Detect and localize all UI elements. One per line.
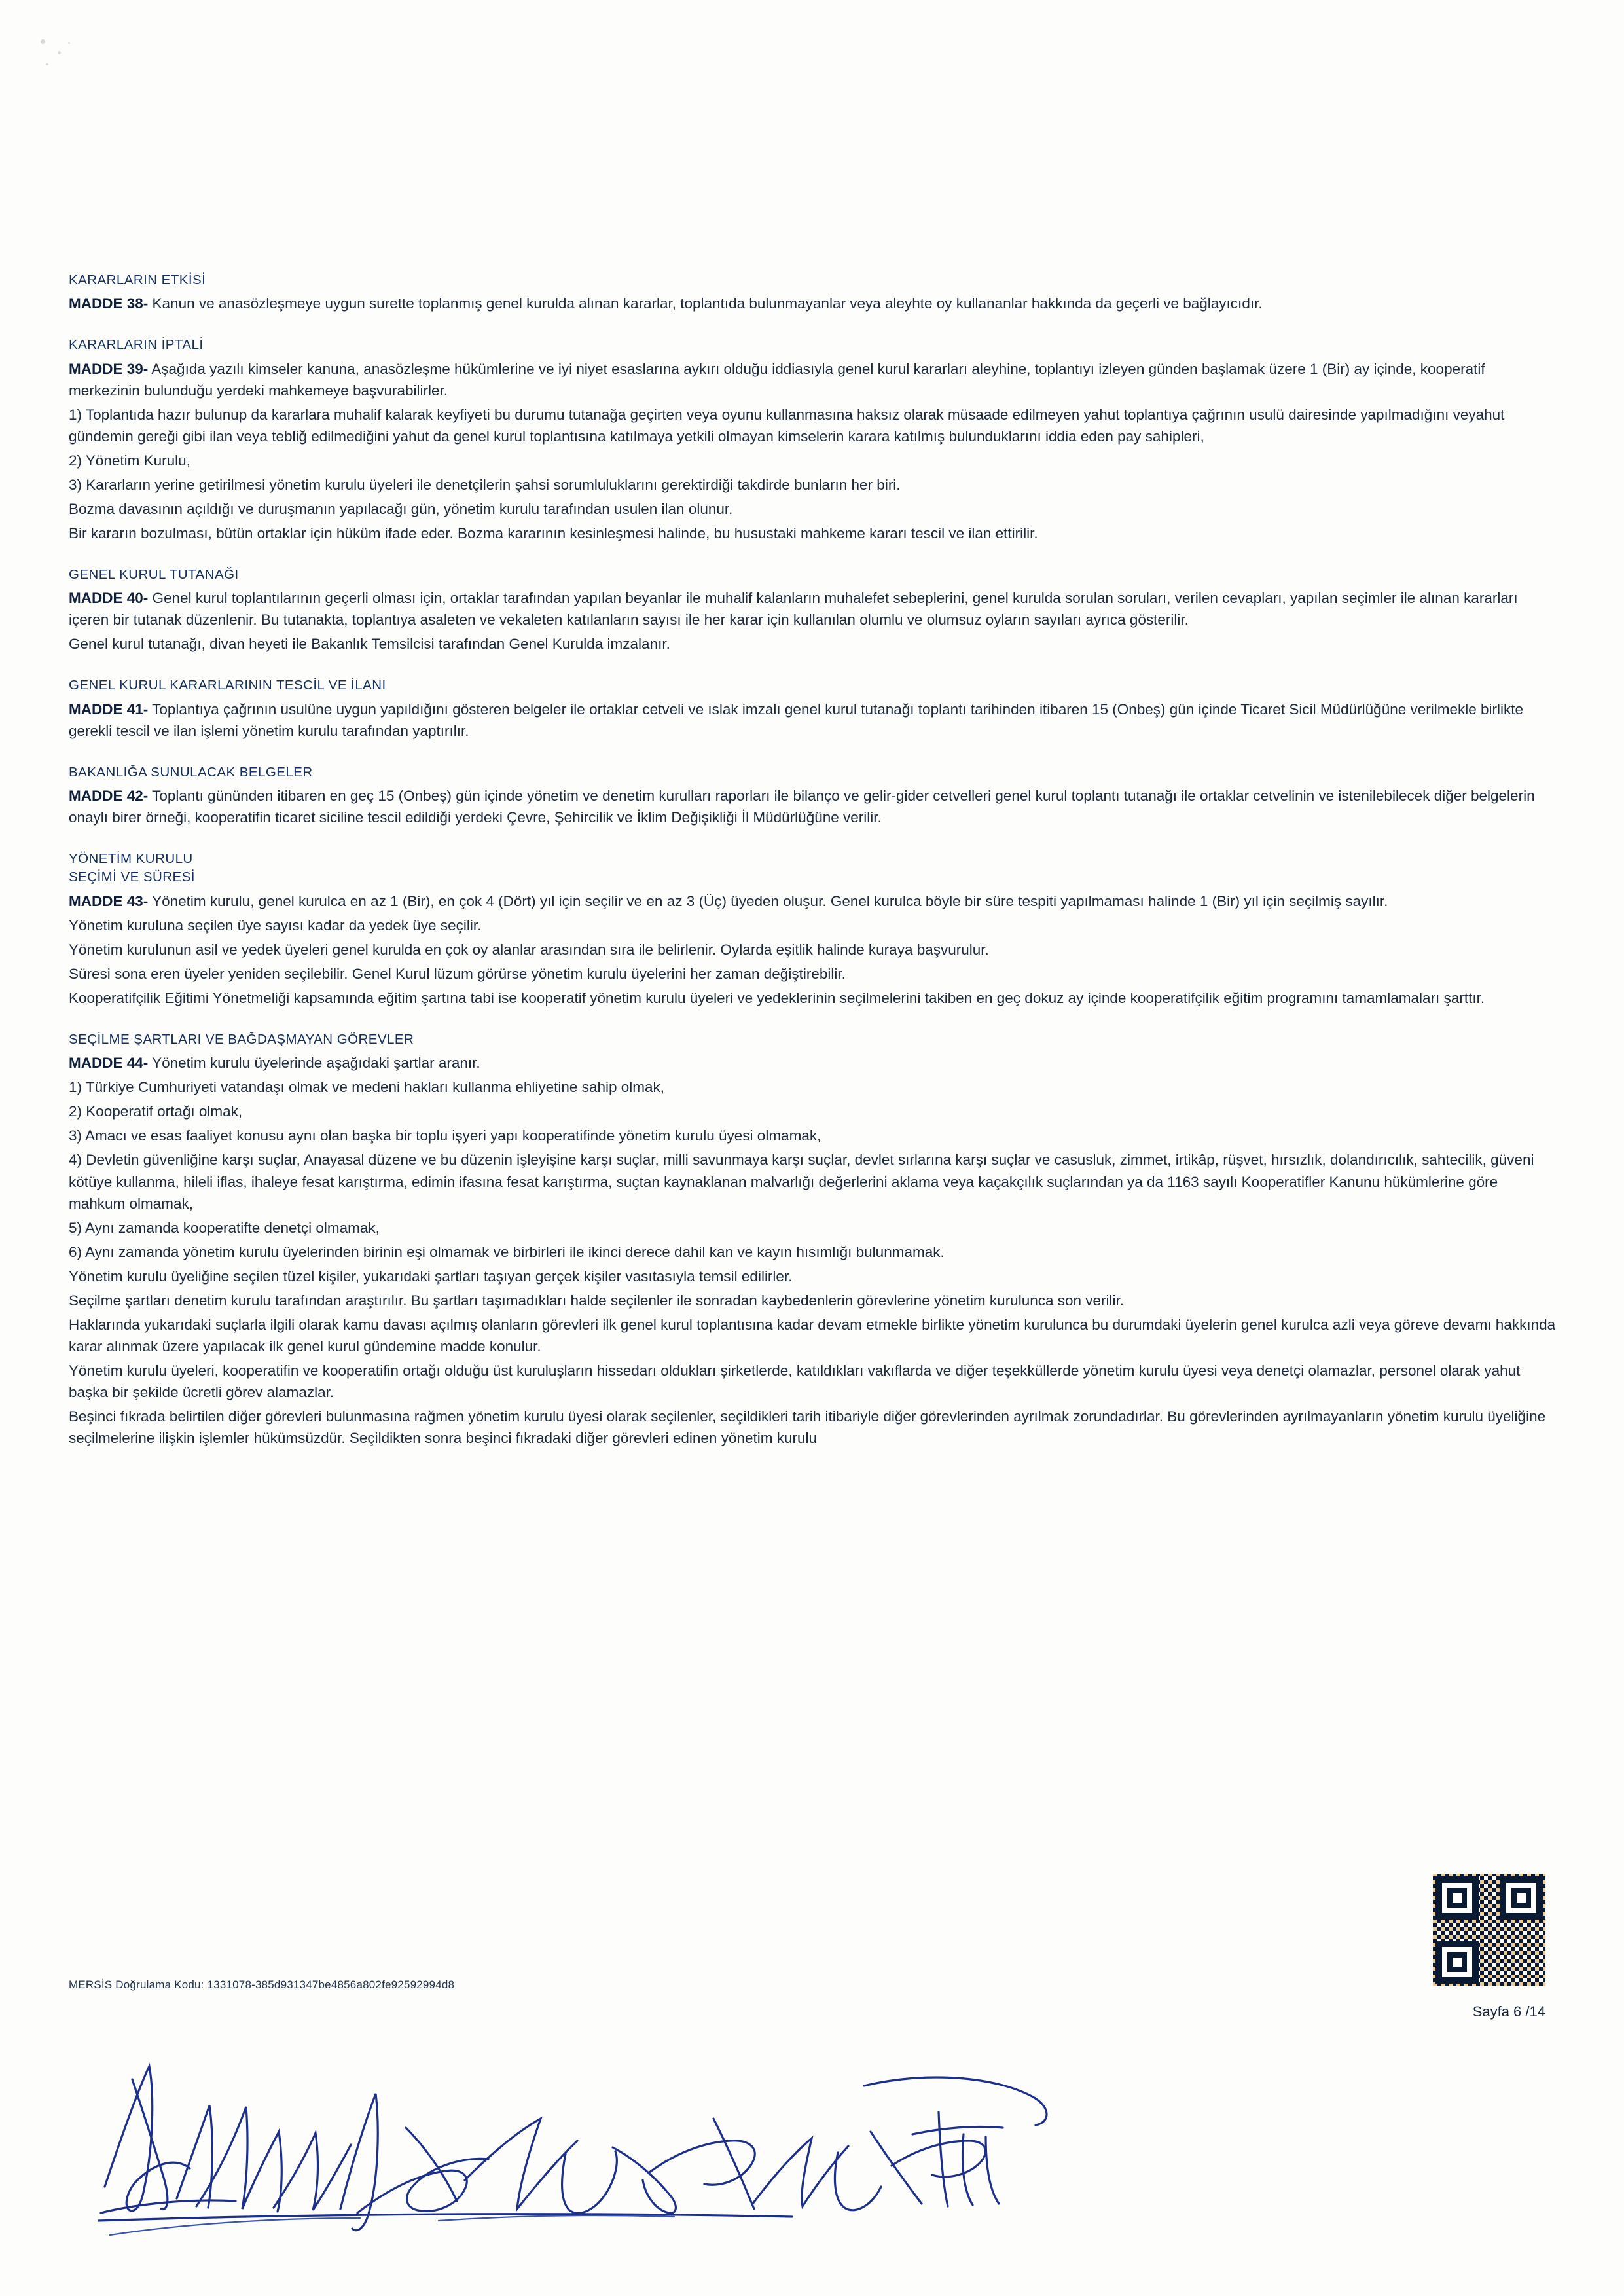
section-bakanliga-sunulacak-belgeler	[69, 764, 1558, 828]
section-subheading: SEÇİMİ VE SÜRESİ	[69, 869, 195, 885]
paragraph	[69, 890, 1558, 912]
section-heading: GENEL KURUL KARARLARININ TESCİL VE İLANI	[69, 678, 386, 693]
paragraph: Yönetim kurulu üyeleri, kooperatifin ve kooperatifin ortağı olduğu üst kuruluşların hissedarı oldukları şirketlerde, katıldıkları vakıflarda ve diğer teşekküllerde yönetim kurulu üyesi veya denetçi olamazlar, personel olarak yahut başka bir şekilde ücretli görev alamazlar.	[69, 1362, 1521, 1401]
article-number: MADDE 42-	[69, 788, 149, 805]
article-number: MADDE 43-	[69, 892, 149, 909]
article-number: MADDE 40-	[69, 590, 149, 607]
paragraph-text: Yönetim kurulu üyelerinde aşağıdaki şartlar aranır.	[148, 1055, 480, 1072]
section-secilme-sartlari	[69, 1031, 1558, 1449]
signature-area	[98, 2049, 1178, 2265]
paragraph: Süresi sona eren üyeler yeniden seçilebilir. Genel Kurul lüzum görürse yönetim kurulu üyelerini her zaman değiştirebilir.	[69, 965, 846, 982]
scan-artifact	[58, 51, 61, 54]
section-yonetim-kurulu-secimi	[69, 850, 1558, 1009]
paragraph-text: Yönetim kurulu, genel kurulca en az 1 (Bir), en çok 4 (Dört) yıl için seçilir ve en az 3 (Üç) üyeden oluşur. Genel kurulca böyle bir süre tespiti yapılmaması halinde 1 (Bir) yıl için seçilmiş sayılır.	[148, 892, 1388, 909]
section-heading: KARARLARIN İPTALİ	[69, 337, 204, 353]
section-tescil-ve-ilani	[69, 677, 1558, 741]
paragraph: Haklarında yukarıdaki suçlarla ilgili olarak kamu davası açılmış olanların görevleri ilk genel kurul toplantısına kadar devam etmekle birlikte yönetim kurulunca bu durumdaki üyelerin genel kurulca azli veya göreve devamı hakkında karar alınmak üzere yapılacak ilk genel kurul gündemine madde konulur.	[69, 1316, 1556, 1355]
paragraph: 2) Kooperatif ortağı olmak,	[69, 1103, 243, 1120]
article-number: MADDE 41-	[69, 701, 149, 718]
article-number: MADDE 38-	[69, 295, 149, 312]
paragraph: Bozma davasının açıldığı ve duruşmanın yapılacağı gün, yönetim kurulu tarafından usulen ilan olunur.	[69, 500, 733, 517]
qr-code	[1433, 1874, 1545, 1986]
paragraph	[69, 358, 1558, 401]
page-number: Sayfa 6 /14	[1472, 2003, 1545, 2020]
paragraph: 1) Türkiye Cumhuriyeti vatandaşı olmak ve medeni hakları kullanma ehliyetine sahip olmak,	[69, 1079, 665, 1096]
article-number: MADDE 44-	[69, 1055, 149, 1072]
scan-artifact	[68, 42, 70, 44]
paragraph-text: Genel kurul toplantılarının geçerli olması için, ortaklar tarafından yapılan beyanlar ile muhalif kalanların muhalefet sebeplerini, genel kurulda sorulan soruları, verilen cevapları, yapılan seçimler ile alınan kararları içeren bir tutanak düzenlenir. Bu tutanakta, toplantıya asaleten ve vekaleten katılanların sayısı ile her karar için kullanılan olumlu ve olumsuz oyların sayıları ayrıca gösterilir.	[69, 590, 1518, 629]
paragraph: Yönetim kurulu üyeliğine seçilen tüzel kişiler, yukarıdaki şartları taşıyan gerçek kişiler vasıtasıyla temsil edilirler.	[69, 1267, 793, 1285]
paragraph: 4) Devletin güvenliğine karşı suçlar, Anayasal düzene ve bu düzenin işleyişine karşı suçlar, milli savunmaya karşı suçlar, devlet sırlarına karşı suçlar ve casusluk, zimmet, irtikâp, rüşvet, hırsızlık, dolandırıcılık, sahtecilik, güveni kötüye kullanma, hileli iflas, ihaleye fesat karıştırma, edimin ifasına fesat karıştırma, suçtan kaynaklanan malvarlığı değerlerini aklama veya kaçakçılık suçlarından ya da 1163 sayılı Kooperatifler Kanunu hükümlerine göre mahkum olmamak,	[69, 1152, 1534, 1212]
paragraph-text: Toplantı gününden itibaren en geç 15 (Onbeş) gün içinde yönetim ve denetim kurulları raporları ile bilanço ve gelir-gider cetvelleri genel kurul toplantı tutanağı ile ortaklar cetvelinin ve istenilebilecek diğer belgelerin onaylı birer örneği, kooperatifin ticaret siciline tescil edildiği yerdeki Çevre, Şehircilik ve İklim Değişikliği İl Müdürlüğüne verilir.	[69, 788, 1535, 826]
paragraph: 3) Amacı ve esas faaliyet konusu aynı olan başka bir toplu işyeri yapı kooperatifinde yönetim kurulu üyesi olmamak,	[69, 1127, 821, 1144]
paragraph: 3) Kararların yerine getirilmesi yönetim kurulu üyeleri ile denetçilerin şahsi sorumluluklarını gerektirdiği takdirde bunların her biri.	[69, 476, 901, 493]
paragraph: Kooperatifçilik Eğitimi Yönetmeliği kapsamında eğitim şartına tabi ise kooperatif yönetim kurulu üyeleri ve yedeklerinin seçilmelerini takiben en geç dokuz ay içinde kooperatifçilik eğitim programını tamamlamaları şarttır.	[69, 989, 1485, 1006]
paragraph	[69, 785, 1558, 828]
section-heading: GENEL KURUL TUTANAĞI	[69, 567, 239, 583]
paragraph-text: Aşağıda yazılı kimseler kanuna, anasözleşme hükümlerine ve iyi niyet esaslarına aykırı olduğu iddiasıyla genel kurul kararları aleyhine, toplantıyı izleyen günden başlamak üzere 1 (Bir) ay içinde, kooperatif merkezinin bulunduğu yerdeki mahkemeye başvurabilirler.	[69, 360, 1485, 399]
paragraph-text: Toplantıya çağrının usulüne uygun yapıldığını gösteren belgeler ile ortaklar cetveli ve ıslak imzalı genel kurul tutanağı toplantı tarihinden itibaren 15 (Onbeş) gün içinde Ticaret Sicil Müdürlüğüne verilmekle birlikte gerekli tescil ve ilan işlemi yönetim kurulu tarafından yaptırılır.	[69, 701, 1524, 739]
section-kararlarin-iptali	[69, 337, 1558, 544]
paragraph: Yönetim kuruluna seçilen üye sayısı kadar da yedek üye seçilir.	[69, 917, 482, 934]
paragraph: Bir kararın bozulması, bütün ortaklar için hüküm ifade eder. Bozma kararının kesinleşmesi halinde, bu husustaki mahkeme kararı tescil ve ilan ettirilir.	[69, 524, 1038, 541]
handwritten-signatures	[98, 2049, 1178, 2265]
section-genel-kurul-tutanagi	[69, 566, 1558, 655]
paragraph: 1) Toplantıda hazır bulunup da kararlara muhalif kalarak keyfiyeti bu durumu tutanağa geçirten veya oyunu kullanmasına haksız olarak müsaade edilmeyen yahut toplantıya çağrının usulü dairesinde yapılmadığını veyahut gündemin gereği gibi ilan veya tebliğ edilmediğini yahut da genel kurul toplantısına katılmaya yetkili olmayan kimselerin karara katılmış bulunduklarını iddia eden pay sahipleri,	[69, 406, 1505, 445]
scan-artifact	[41, 39, 45, 44]
paragraph	[69, 699, 1558, 742]
paragraph: 6) Aynı zamanda yönetim kurulu üyelerinden birinin eşi olmamak ve birbirleri ile ikinci derece dahil kan ve kayın hısımlığı bulunmamak.	[69, 1243, 945, 1260]
section-heading: KARARLARIN ETKİSİ	[69, 272, 206, 287]
section-kararlarin-etkisi	[69, 272, 1558, 314]
section-heading: YÖNETİM KURULU	[69, 851, 193, 867]
paragraph: Seçilme şartları denetim kurulu tarafından araştırılır. Bu şartları taşımadıkları halde seçilenler ile sonradan kaybedenlerin görevlerine yönetim kurulunca son verilir.	[69, 1292, 1125, 1309]
paragraph	[69, 293, 1558, 314]
paragraph-text: Kanun ve anasözleşmeye uygun surette toplanmış genel kurulda alınan kararlar, toplantıda bulunmayanlar veya aleyhte oy kullananlar hakkında da geçerli ve bağlayıcıdır.	[148, 295, 1263, 312]
document-body	[69, 272, 1558, 1466]
article-number: MADDE 39-	[69, 360, 149, 377]
paragraph: Genel kurul tutanağı, divan heyeti ile Bakanlık Temsilcisi tarafından Genel Kurulda imzalanır.	[69, 636, 670, 653]
paragraph: Beşinci fıkrada belirtilen diğer görevleri bulunmasına rağmen yönetim kurulu üyesi olarak seçilenler, seçildikleri tarih itibariyle diğer görevlerinden ayrılmak zorundadırlar. Bu görevlerinden ayrılmayanların yönetim kurulu üyeliğine seçilmelerine ilişkin işlemler hükümsüzdür. Seçildikten sonra beşinci fıkradaki diğer görevleri edinen yönetim kurulu	[69, 1408, 1546, 1447]
section-heading: SEÇİLME ŞARTLARI VE BAĞDAŞMAYAN GÖREVLER	[69, 1031, 414, 1047]
mersis-verification-code: MERSİS Doğrulama Kodu: 1331078-385d931347be4856a802fe92592994d8	[69, 1978, 455, 1991]
paragraph	[69, 1052, 1558, 1074]
paragraph	[69, 587, 1558, 630]
section-heading: BAKANLIĞA SUNULACAK BELGELER	[69, 764, 313, 780]
paragraph: Yönetim kurulunun asil ve yedek üyeleri genel kurulda en çok oy alanlar arasından sıra ile belirlenir. Oylarda eşitlik halinde kuraya başvurulur.	[69, 941, 989, 958]
paragraph: 5) Aynı zamanda kooperatifte denetçi olmamak,	[69, 1219, 380, 1236]
scan-artifact	[46, 63, 48, 65]
paragraph: 2) Yönetim Kurulu,	[69, 452, 190, 469]
